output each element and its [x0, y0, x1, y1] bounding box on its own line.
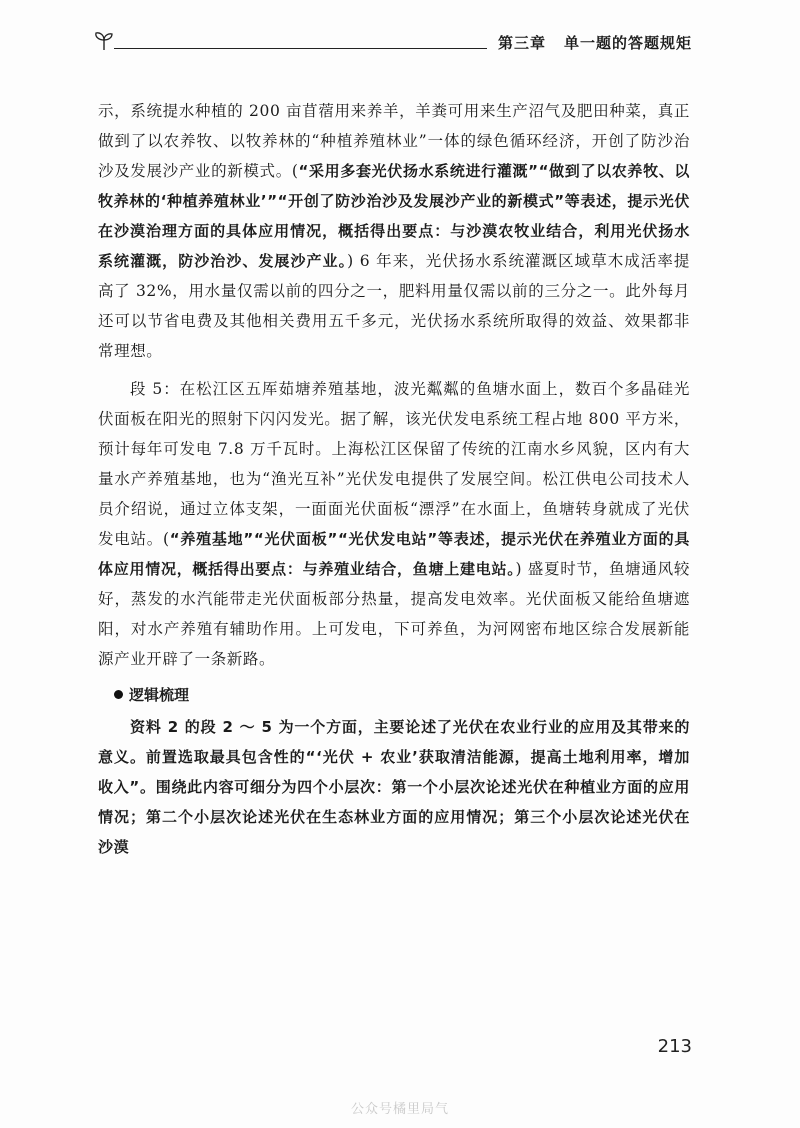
paragraph-3-text: 资料 2 的段 2 ～ 5 为一个方面，主要论述了光伏在农业行业的应用及其带来的意义。前置选取最具包含性的“‘光伏 + 农业’获取清洁能源，提高土地利用率，增加收入”。围绕此内容可细分为四个小层次：第一个小层次论述光伏在种植业方面的应用情况；第二个小层次论述光伏在生态林业方面的应用情况；第三个小层次论述光伏在沙漠: [98, 718, 690, 856]
paragraph-1-text-a: 示，系统提水种植的 200 亩苜蓿用来养羊，羊粪可用来生产沼气及肥田种菜，真正做到了以农养牧、以牧养林的“种植养殖林业”一体的绿色循环经济，开创了防沙治沙及发展沙产业的新模式。(: [98, 102, 690, 180]
header-rule: [114, 48, 487, 49]
paragraph-1-text-b: ) 6 年来，光伏扬水系统灌溉区域草木成活率提高了 32%，用水量仅需以前的四分之一，肥料用量仅需以前的三分之一。此外每月还可以节省电费及其他相关费用五千多元，光伏扬水系统所取得的效益、效果都非常理想。: [98, 252, 690, 360]
watermark: 公众号橘里局气: [350, 1102, 449, 1117]
paragraph-2-annotation: “养殖基地”“光伏面板”“光伏发电站”等表述，提示光伏在养殖业方面的具体应用情况，概括得出要点：与养殖业结合，鱼塘上建电站。: [98, 530, 690, 578]
section-heading-text: 逻辑梳理: [129, 686, 190, 704]
page-header: [92, 30, 692, 58]
paragraph-2-text-a: 段 5：在松江区五厍茹塘养殖基地，波光粼粼的鱼塘水面上，数百个多晶硅光伏面板在阳光的照射下闪闪发光。据了解，该光伏发电系统工程占地 800 平方米，预计每年可发电 7.8 万千瓦时。上海松江区保留了传统的江南水乡风貌，区内有大量水产养殖基地，也为“渔光互补”光伏发电提供了发展空间。松江供电公司技术人员介绍说，通过立体支架，一面面光伏面板“漂浮”在水面上，鱼塘转身就成了光伏发电站。(: [98, 380, 690, 548]
section-heading: [98, 680, 690, 710]
paragraph-3: [98, 712, 690, 862]
page-number: 213: [657, 1036, 692, 1057]
bullet-icon: [114, 690, 123, 699]
paragraph-2: [98, 374, 690, 674]
page-body: [98, 96, 690, 862]
chapter-title: 单一题的答题规矩: [563, 34, 692, 52]
paragraph-2-text-b: ) 盛夏时节，鱼塘通风较好，蒸发的水汽能带走光伏面板部分热量，提高发电效率。光伏面板又能给鱼塘遮阳，对水产养殖有辅助作用。上可发电，下可养鱼，为河网密布地区综合发展新能源产业开辟了一条新路。: [98, 560, 690, 668]
paragraph-1: [98, 96, 690, 366]
paragraph-1-annotation: “采用多套光伏扬水系统进行灌溉”“做到了以农养牧、以牧养林的‘种植养殖林业’”“开创了防沙治沙及发展沙产业的新模式”等表述，提示光伏在沙漠治理方面的具体应用情况，概括得出要点：与沙漠农牧业结合，利用光伏扬水系统灌溉，防沙治沙、发展沙产业。: [98, 162, 690, 270]
sprout-icon: [92, 30, 116, 52]
chapter-heading: [498, 32, 692, 53]
chapter-number: 第三章: [497, 34, 546, 52]
